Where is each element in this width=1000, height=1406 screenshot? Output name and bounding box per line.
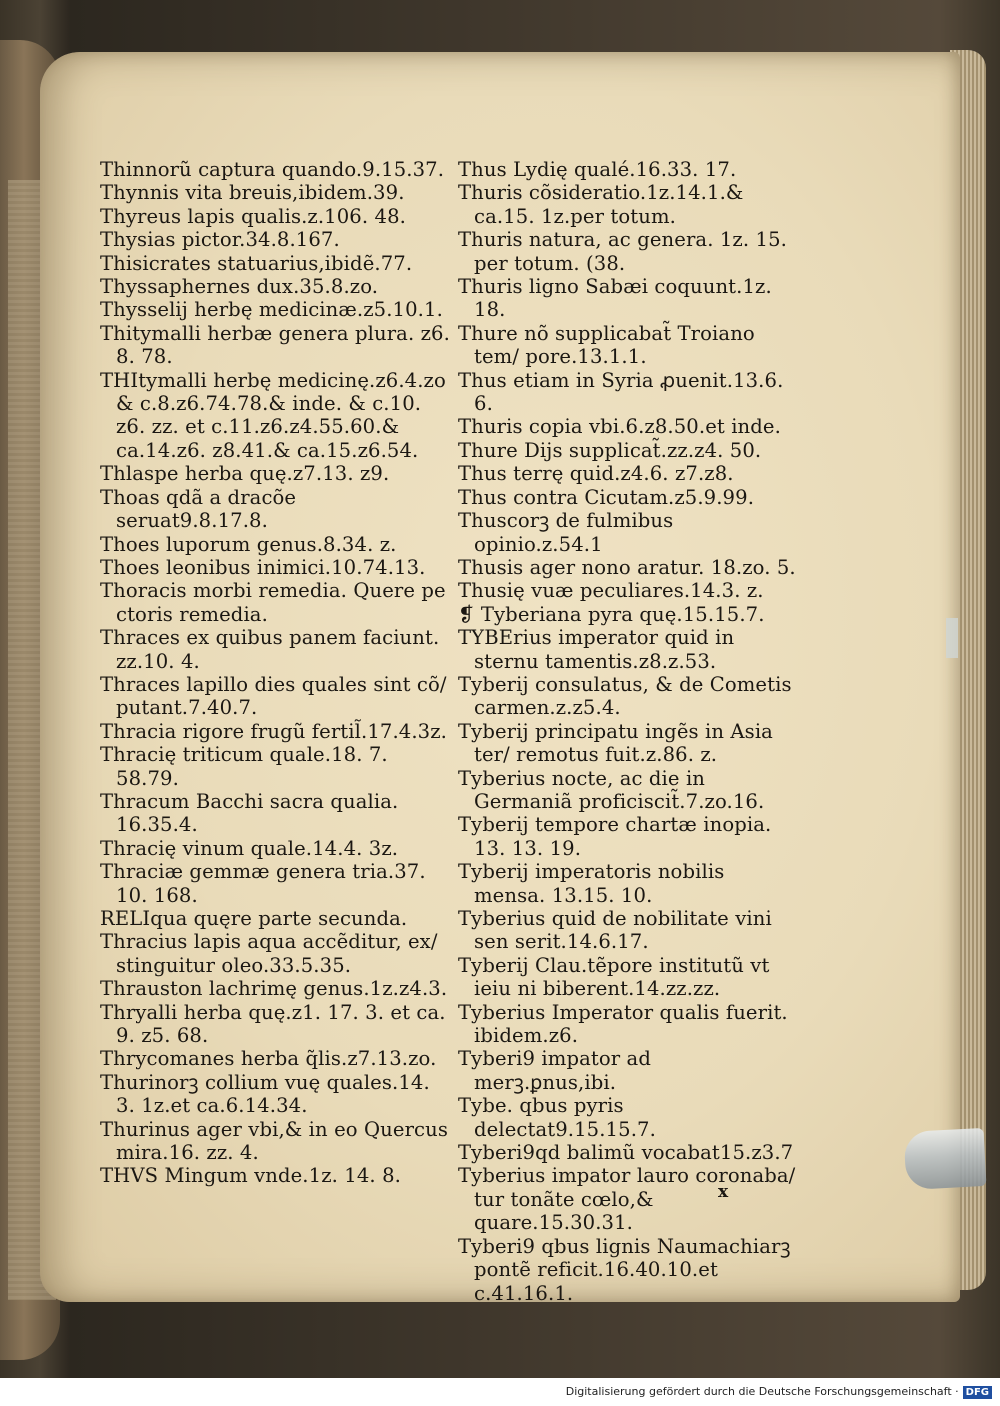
index-entry: Tyberij tempore chartæ inopia. 13. 13. 19. [458, 813, 772, 860]
side-tab [946, 618, 958, 658]
index-entry: Tyberi9 impator ad merꝫ.ꝑnus,ibi. [458, 1047, 651, 1094]
index-entry: Thrycomanes herba q̃lis.z7.13.zo. [100, 1047, 437, 1071]
index-column-left [100, 158, 452, 1188]
index-entry: ❡ Tyberiana pyra quę.15.15.7. [458, 602, 765, 626]
index-entry: Thraces ex quibus panem faciunt. zz.10. 4. [100, 626, 440, 673]
index-entry: Thracum Bacchi sacra qualia. 16.35.4. [100, 789, 399, 837]
index-entry: TYBErius imperator quid in sternu tamentis.z8.z.53. [458, 626, 735, 673]
index-entry: Tyberij consulatus, & de Cometis carmen.z.z5.4. [458, 672, 792, 720]
index-entry: Tybe. qbus pyris delectat9.15.15.7. [458, 1094, 656, 1141]
footer-credit [0, 1378, 1000, 1406]
index-entry: THItymalli herbę medicinę.z6.4.zo & c.8.z6.74.78.& inde. & c.10. z6. zz. et c.11.z6.z4.55.60.& ca.14.z6. z8.41.& ca.15.z6.54. [100, 368, 446, 462]
index-entry: Thoes luporum genus.8.34. z. [100, 532, 397, 556]
dfg-logo-icon: DFG [963, 1386, 992, 1399]
page-clip-icon [904, 1128, 987, 1190]
index-entry: Thuris ligno Sabæi coquunt.1z. 18. [458, 275, 772, 322]
index-entry: Thoas qdã a dracõe seruat9.8.17.8. [100, 485, 297, 533]
index-entry: Tyberij principatu ingẽs in Asia ter/ remotus fuit.z.86. z. [458, 719, 773, 767]
index-column-right [458, 158, 798, 1305]
index-entry: Thracia rigore frugũ fertil̃.17.4.3z. [100, 719, 447, 743]
index-entry: Thracię triticum quale.18. 7. 58.79. [100, 743, 388, 790]
signature-mark: x [718, 1182, 729, 1202]
index-entry: Thus etiam in Syria ꝓuenit.13.6. 6. [458, 368, 784, 416]
index-entry: Thraciæ gemmæ genera tria.37. 10. 168. [100, 860, 426, 907]
index-entry: RELIqua quęre parte secunda. [100, 907, 408, 930]
index-entry: Thurinus ager vbi,& in eo Quercus mira.16. zz. 4. [100, 1117, 448, 1165]
index-entry: Thinnorũ captura quando.9.15.37. [100, 158, 445, 181]
index-entry: Thus contra Cicutam.z5.9.99. [458, 485, 755, 509]
index-entry: Tyberij imperatoris nobilis mensa. 13.15. 10. [458, 860, 725, 907]
index-entry: Thurinorꝫ collium vuę quales.14. 3. 1z.et ca.6.14.34. [100, 1070, 430, 1118]
index-entry: Thyreus lapis qualis.z.106. 48. [100, 204, 406, 228]
index-entry: Thuris natura, ac genera. 1z. 15. per totum. (38. [458, 228, 787, 275]
index-entry: Tyberius impator lauro coronaba/ tur tonãte cœlo,& quare.15.30.31. [458, 1164, 796, 1235]
index-entry: Thusis ager nono aratur. 18.zo. 5. [458, 555, 796, 579]
index-entry: Thracius lapis aqua accẽditur, ex/ stinguitur oleo.33.5.35. [100, 930, 438, 977]
index-entry: Thryalli herba quę.z1. 17. 3. et ca. 9. z5. 68. [100, 1000, 446, 1048]
index-entry: Thlaspe herba quę.z7.13. z9. [100, 462, 390, 486]
index-entry: Tyberij Clau.tẽpore institutũ vt ieiu ni biberent.14.zz.zz. [458, 953, 770, 1001]
index-entry: Tyberius quid de nobilitate vini sen serit.14.6.17. [458, 907, 772, 954]
index-entry: Thus Lydię qualé.16.33. 17. [458, 158, 737, 181]
index-entry: Thyssaphernes dux.35.8.zo. [100, 275, 379, 299]
index-entry: Thrauston lachrimę genus.1z.z4.3. [100, 977, 448, 1001]
index-entry: Tyberi9qd balimũ vocabat15.z3.7 [458, 1141, 794, 1165]
index-entry: Thuris cõsideratio.1z.14.1.& ca.15. 1z.per totum. [458, 181, 744, 228]
index-entry: Thure nõ supplicabat̃ Troiano tem/ pore.13.1.1. [458, 321, 755, 369]
index-entry: Thuscorꝫ de fulmibus opinio.z.54.1 [458, 509, 674, 556]
index-entry: Thitymalli herbæ genera plura. z6. 8. 78. [100, 321, 450, 369]
index-entry: Thure Dijs supplicat̃.zz.z4. 50. [458, 438, 762, 462]
index-entry: Thus terrę quid.z4.6. z7.z8. [458, 462, 734, 486]
index-entry: Tyberius nocte, ac die in Germaniã proficiscit̃.7.zo.16. [458, 766, 765, 813]
index-entry: Thisicrates statuarius,ibidẽ.77. [100, 251, 413, 275]
index-entry: Thysias pictor.34.8.167. [100, 228, 340, 252]
index-entry: Thuris copia vbi.6.z8.50.et inde. [458, 415, 781, 439]
index-entry: Thoracis morbi remedia. Quere pe ctoris remedia. [100, 579, 446, 626]
index-entry: THVS Mingum vnde.1z. 14. 8. [100, 1164, 401, 1188]
index-entry: Thysselij herbę medicinæ.z5.10.1. [100, 298, 443, 322]
index-entry: Thoes leonibus inimici.10.74.13. [100, 555, 426, 579]
index-entry: Tyberi9 qbus lignis Naumachiarꝫ pontẽ reficit.16.40.10.et c.41.16.1. [458, 1234, 791, 1305]
footer-text: Digitalisierung gefördert durch die Deutsche Forschungsgemeinschaft · [565, 1385, 959, 1398]
index-entry: Tyberius Imperator qualis fuerit. ibidem.z6. [458, 1000, 788, 1048]
index-entry: Thusię vuæ peculiares.14.3. z. [458, 579, 764, 603]
index-entry: Thraces lapillo dies quales sint cõ/ putant.7.40.7. [100, 672, 447, 720]
index-entry: Thynnis vita breuis,ibidem.39. [100, 181, 405, 205]
index-entry: Thracię vinum quale.14.4. 3z. [100, 836, 399, 860]
